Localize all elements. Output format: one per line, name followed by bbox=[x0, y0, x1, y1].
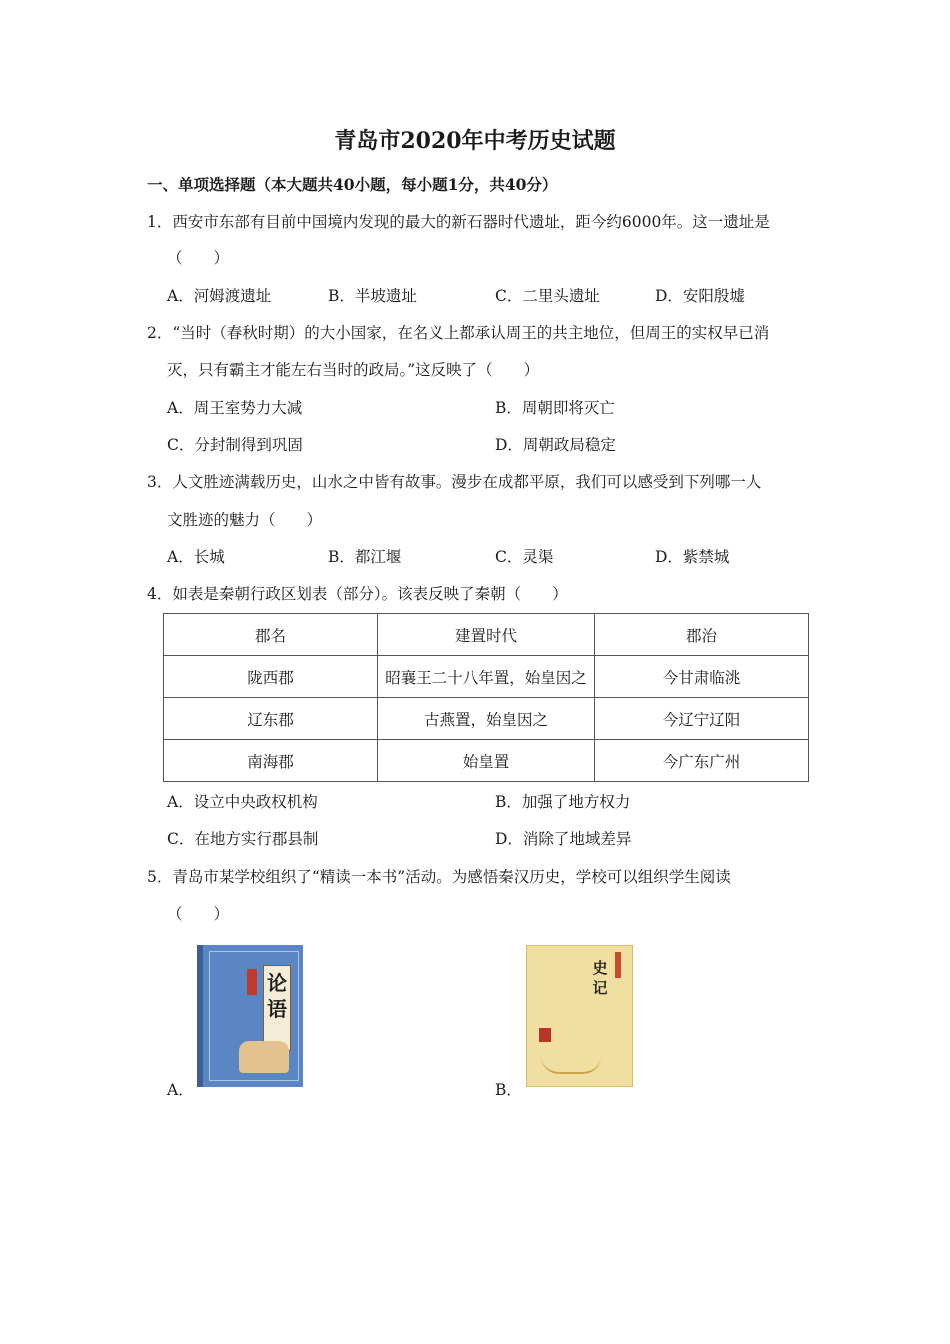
q4-stem: 4．如表是秦朝行政区划表（部分）。该表反映了秦朝（ ） bbox=[147, 585, 568, 603]
lunyu-book-cover-image bbox=[197, 945, 303, 1087]
red-seal-icon bbox=[247, 969, 257, 995]
q2-stem-line1: 2．“当时（春秋时期）的大小国家，在名义上都承认周王的共主地位，但周王的实权早已消 bbox=[147, 324, 770, 342]
q2-stem-line2: 灭，只有霸主才能左右当时的政局。”这反映了（ ） bbox=[167, 361, 540, 379]
q5-stem-line1: 5．青岛市某学校组织了“精读一本书”活动。为感悟秦汉历史，学校可以组织学生阅读 bbox=[147, 868, 731, 886]
table-cell: 昭襄王二十八年置，始皇因之 bbox=[378, 656, 595, 698]
table-header-row bbox=[164, 614, 809, 656]
q2-option-c: C．分封制得到巩固 bbox=[167, 436, 303, 454]
q5-option-a: A． bbox=[167, 1081, 194, 1099]
table-header-cell: 郡治 bbox=[595, 614, 809, 656]
table-row bbox=[164, 656, 809, 698]
q1-stem-line2: （ ） bbox=[167, 249, 230, 267]
red-label-icon bbox=[615, 952, 621, 978]
section-heading: 一、单项选择题（本大题共40小题，每小题1分，共40分） bbox=[147, 175, 558, 194]
table-row bbox=[164, 698, 809, 740]
q4-option-b: B．加强了地方权力 bbox=[495, 793, 631, 811]
q5-option-b: B． bbox=[495, 1081, 522, 1099]
table-cell: 陇西郡 bbox=[164, 656, 378, 698]
q3-stem-line2: 文胜迹的魅力（ ） bbox=[167, 511, 323, 529]
table-cell: 古燕置，始皇因之 bbox=[378, 698, 595, 740]
q2-option-b: B．周朝即将灭亡 bbox=[495, 399, 615, 417]
q1-option-b: B．半坡遗址 bbox=[328, 287, 417, 305]
table-cell: 今辽宁辽阳 bbox=[595, 698, 809, 740]
q3-option-c: C．灵渠 bbox=[495, 548, 554, 566]
q4-option-a: A．设立中央政权机构 bbox=[167, 793, 318, 811]
table-cell: 今甘肃临洮 bbox=[595, 656, 809, 698]
table-cell: 南海郡 bbox=[164, 740, 378, 782]
q3-stem-line1: 3．人文胜迹满载历史，山水之中皆有故事。漫步在成都平原，我们可以感受到下列哪一人 bbox=[147, 473, 762, 491]
book-a-title: 论语 bbox=[263, 965, 291, 1051]
scholar-figures-illustration bbox=[239, 1041, 289, 1073]
table-cell: 辽东郡 bbox=[164, 698, 378, 740]
table-cell: 今广东广州 bbox=[595, 740, 809, 782]
book-b-title: 史记 bbox=[592, 959, 608, 997]
q3-option-b: B．都江堰 bbox=[328, 548, 402, 566]
q3-option-d: D．紫禁城 bbox=[655, 548, 730, 566]
prefecture-table bbox=[163, 613, 809, 782]
q1-option-d: D．安阳殷墟 bbox=[655, 287, 745, 305]
table-header-cell: 郡名 bbox=[164, 614, 378, 656]
table-row bbox=[164, 740, 809, 782]
q5-stem-line2: （ ） bbox=[167, 905, 230, 923]
q4-option-c: C．在地方实行郡县制 bbox=[167, 830, 319, 848]
page-title: 青岛市2020年中考历史试题 bbox=[334, 128, 616, 154]
q1-option-a: A．河姆渡遗址 bbox=[167, 287, 272, 305]
q2-option-a: A．周王室势力大减 bbox=[167, 399, 303, 417]
q4-option-d: D．消除了地域差异 bbox=[495, 830, 632, 848]
table-cell: 始皇置 bbox=[378, 740, 595, 782]
q3-option-a: A．长城 bbox=[167, 548, 225, 566]
q2-option-d: D．周朝政局稳定 bbox=[495, 436, 616, 454]
table-header-cell: 建置时代 bbox=[378, 614, 595, 656]
q1-stem-line1: 1．西安市东部有目前中国境内发现的最大的新石器时代遗址，距今约6000年。这一遗址是 bbox=[147, 213, 770, 231]
red-seal-icon bbox=[539, 1028, 551, 1042]
q1-option-c: C．二里头遗址 bbox=[495, 287, 600, 305]
horse-motif-decoration bbox=[541, 1056, 601, 1074]
shiji-book-cover-image bbox=[526, 945, 633, 1087]
